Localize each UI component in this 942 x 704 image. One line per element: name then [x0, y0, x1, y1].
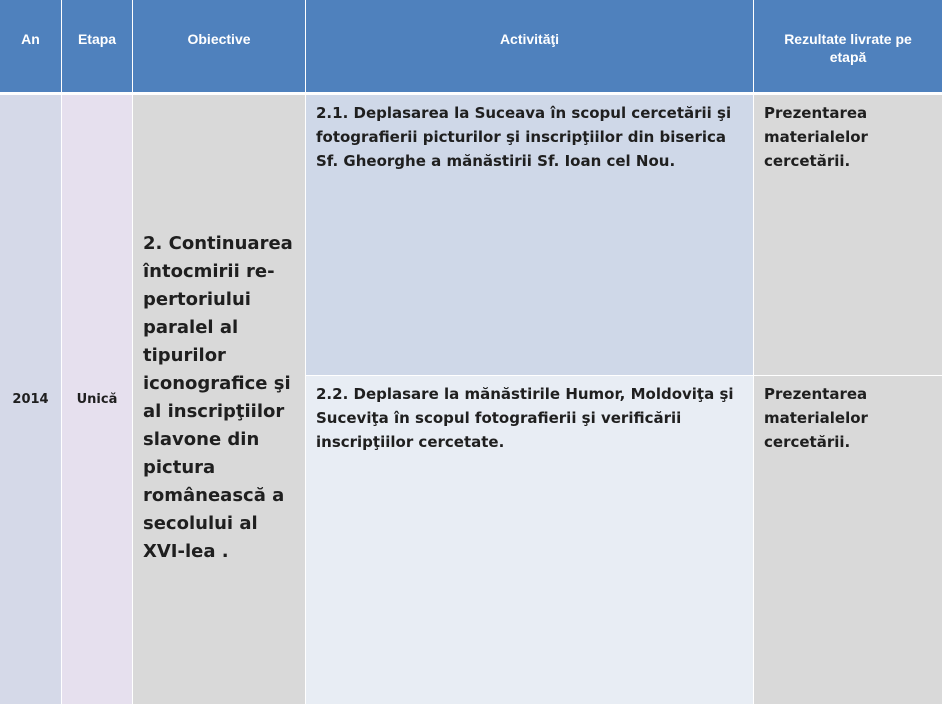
header-rezultate: Rezultate livrate pe etapă	[754, 0, 942, 92]
activity-text-2: 2.2. Deplasare la mănăstirile Humor, Moldoviţa şi Suceviţa în scopul fotografierii şi verificării inscripţiilor cercetate.	[316, 385, 734, 451]
result-cell-2	[754, 376, 942, 704]
header-activitati: Activităţi	[306, 0, 753, 92]
objective-text: 2. Continuarea întocmirii re-pertoriului paralel al tipurilor iconografice şi al inscripţiilor slavone din pictura românească a secolului al XVI-lea .	[143, 232, 293, 562]
header-obiective: Obiective	[133, 0, 305, 92]
activity-text-1: 2.1. Deplasarea la Suceava în scopul cercetării şi fotografierii picturilor şi inscripţiilor din biserica Sf. Gheorghe a mănăstirii Sf. Ioan cel Nou.	[316, 104, 732, 170]
cell-etapa	[62, 95, 132, 704]
activity-cell-2	[306, 376, 753, 704]
activity-cell-1	[306, 95, 753, 375]
cell-obiectiv	[133, 95, 305, 704]
header-an: An	[0, 0, 61, 92]
stage-value: Unică	[76, 392, 118, 407]
result-text-1: Prezentarea materialelor cercetării.	[764, 104, 868, 170]
result-cell-1	[754, 95, 942, 375]
cell-an	[0, 95, 61, 704]
header-etapa: Etapa	[62, 0, 132, 92]
result-text-2: Prezentarea materialelor cercetării.	[764, 385, 868, 451]
year-value: 2014	[12, 392, 49, 407]
